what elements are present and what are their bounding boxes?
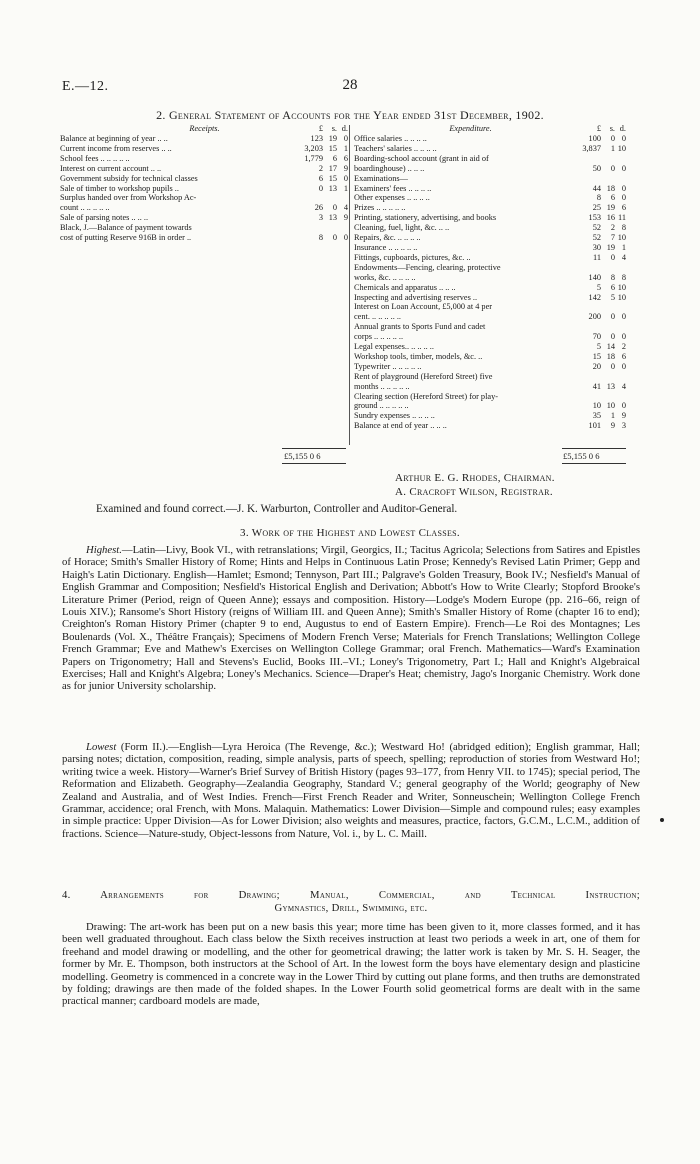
account-label: Inspecting and advertising reserves .. bbox=[354, 292, 478, 302]
account-row bbox=[354, 352, 626, 362]
currency-pound: £ bbox=[596, 124, 601, 133]
account-row bbox=[354, 223, 626, 233]
amount-pence: 2 bbox=[621, 342, 626, 352]
account-row bbox=[354, 342, 626, 352]
account-label: cost of putting Reserve 916B in order .. bbox=[60, 233, 192, 243]
amount-shillings: 13 bbox=[328, 183, 337, 193]
amount-shillings: 18 bbox=[606, 183, 615, 193]
amount-pounds: 3 bbox=[318, 213, 323, 223]
page-number: 28 bbox=[342, 77, 358, 93]
amount-pounds: 8 bbox=[318, 233, 323, 243]
highest-text: —Latin—Livy, Book VI., with retranslations; Virgil, Georgics, II.; Tacitus Agricola; Selections from Satires and Epistles of Horace; Smith's Smaller History of Rome; Hints and Helps in Continuous Latin Prose; Kennedy's Revised Latin Primer; Gepp and Haigh's Latin Dictionary. English—Hamlet; Esmond; Tennyson, Part III.; Palgrave's Golden Treasury, Book IV.; Nesfield's Manual of English Grammar and Composition; Nesfield's Historical English and Derivation; Abbott's How to Write Clearly; Stopford Brooke's Literature Primer (Period, reign of Queen Anne); essays and composition. History—Lodge's Modern Europe (pp. 216–66, reign of Louis XIV.); Ransome's Short History (reigns of William III. and Queen Anne); Smith's Smaller History of Rome (chapter 16 to end); Creighton's Roman History Primer (chapter 9 to end, Augustus to end of Eastern Empire). French—Le Roi des Montagnes; Les Boulenards (Vol. X., Théâtre Français); Specimens of Modern French Verse; Materials for French Translations; Wellington College French Grammar; Eve and Mathew's Exercises on Wellington College Grammar; oral French. Mathematics—Ward's Examination Papers on Trigonometry; Hall and Stevens's Euclid, Books III.–VI.; Loney's Trigonometry, Part I.; Hall and Knight's Algebraical Exercises; Hall and Knight's Algebra; Loney's Mechanics. Science—Draper's Heat; chemistry, Jago's Inorganic Chemistry. Work done as for junior University scholarship. bbox=[62, 544, 640, 693]
account-row bbox=[354, 293, 626, 303]
amount-pounds: 6 bbox=[318, 173, 323, 183]
amount-pence: 8 bbox=[621, 223, 626, 233]
amount-pence: 0 bbox=[621, 183, 626, 193]
account-label: Boarding-school account (grant in aid of bbox=[354, 153, 489, 163]
amount-pence: 0 bbox=[621, 134, 626, 143]
account-label: Examiners' fees .. .. .. .. bbox=[354, 183, 432, 193]
amount-shillings: 0 bbox=[332, 203, 337, 213]
amount-pounds: 25 bbox=[592, 203, 601, 213]
account-label: Government subsidy for technical classes bbox=[60, 173, 198, 183]
amount-pence: 6 bbox=[621, 351, 626, 361]
amount-pounds: 200 bbox=[588, 312, 601, 322]
account-row bbox=[354, 184, 626, 194]
amount-shillings: 7 bbox=[610, 233, 615, 243]
amount-pence: 4 bbox=[621, 252, 626, 262]
expenditure-rows bbox=[354, 134, 626, 431]
account-row bbox=[354, 273, 626, 283]
amount-pence: 6 bbox=[343, 153, 348, 163]
section3-title: 3. Work of the Highest and Lowest Classes. bbox=[240, 527, 460, 539]
account-row bbox=[60, 184, 348, 194]
amount-shillings: 16 bbox=[606, 213, 615, 223]
account-label: Legal expenses.. .. .. .. .. bbox=[354, 342, 434, 352]
amount-shillings: 6 bbox=[332, 153, 337, 163]
amount-shillings: 0 bbox=[610, 134, 615, 143]
amount-pounds: 1,779 bbox=[304, 153, 323, 163]
amount-pounds: 123 bbox=[310, 134, 323, 143]
account-row bbox=[354, 203, 626, 213]
receipts-total-rule bbox=[282, 448, 346, 449]
account-row bbox=[354, 283, 626, 293]
currency-pound: £ bbox=[318, 124, 323, 133]
amount-shillings: 15 bbox=[328, 143, 337, 153]
section4-title-line2: Gymnastics, Drill, Swimming, etc. bbox=[274, 901, 428, 914]
amount-pence: 10 bbox=[617, 233, 626, 243]
account-row bbox=[354, 322, 626, 332]
account-label: Other expenses .. .. .. .. bbox=[354, 193, 430, 203]
amount-pence: 0 bbox=[621, 312, 626, 322]
amount-pounds: 153 bbox=[588, 213, 601, 223]
amount-shillings: 14 bbox=[606, 342, 615, 352]
amount-pence: 10 bbox=[617, 282, 626, 292]
account-row bbox=[60, 144, 348, 154]
amount-shillings: 0 bbox=[610, 163, 615, 173]
account-label: Workshop tools, timber, models, &c. .. bbox=[354, 351, 483, 361]
amount-shillings: 17 bbox=[328, 163, 337, 173]
highest-lead: Highest. bbox=[86, 544, 122, 556]
amount-pounds: 70 bbox=[592, 332, 601, 342]
audit-statement: Examined and found correct.—J. K. Warburton, Controller and Auditor-General. bbox=[96, 503, 458, 515]
amount-pence: 0 bbox=[621, 163, 626, 173]
account-row bbox=[60, 154, 348, 164]
amount-shillings: 6 bbox=[610, 282, 615, 292]
section4-title bbox=[62, 889, 640, 914]
lowest-class-paragraph bbox=[62, 741, 640, 840]
account-row bbox=[60, 134, 348, 144]
account-label: Fittings, cupboards, pictures, &c. .. bbox=[354, 252, 471, 262]
receipts-rows bbox=[60, 134, 348, 243]
account-label: corps .. .. .. .. .. bbox=[354, 332, 404, 342]
amount-shillings: 10 bbox=[606, 401, 615, 411]
amount-shillings: 0 bbox=[610, 361, 615, 371]
amount-pence: 0 bbox=[621, 401, 626, 411]
account-row bbox=[60, 213, 348, 223]
currency-shilling: s. bbox=[609, 124, 615, 133]
amount-pounds: 5 bbox=[596, 282, 601, 292]
account-label: Balance at end of year .. .. .. bbox=[354, 421, 447, 431]
amount-shillings: 0 bbox=[610, 312, 615, 322]
account-row bbox=[60, 164, 348, 174]
account-label: School fees .. .. .. .. .. bbox=[60, 153, 130, 163]
amount-pounds: 5 bbox=[596, 342, 601, 352]
amount-pounds: 41 bbox=[592, 381, 601, 391]
amount-pounds: 10 bbox=[592, 401, 601, 411]
amount-pence: 0 bbox=[343, 173, 348, 183]
column-divider bbox=[349, 125, 350, 445]
amount-pounds: 140 bbox=[588, 272, 601, 282]
amount-pence: 4 bbox=[621, 381, 626, 391]
amount-pounds: 20 bbox=[592, 361, 601, 371]
account-row bbox=[354, 193, 626, 203]
amount-pence: 9 bbox=[343, 163, 348, 173]
amount-shillings: 9 bbox=[610, 421, 615, 431]
signature-chairman: Arthur E. G. Rhodes, Chairman. bbox=[395, 472, 555, 484]
account-row bbox=[354, 401, 626, 411]
account-row bbox=[354, 332, 626, 342]
account-label: Endowments—Fencing, clearing, protective bbox=[354, 262, 501, 272]
account-row bbox=[354, 302, 626, 312]
currency-shilling: s. bbox=[331, 124, 337, 133]
account-row bbox=[60, 233, 348, 243]
account-row bbox=[354, 243, 626, 253]
amount-pounds: 52 bbox=[592, 233, 601, 243]
receipts-heading: Receipts. bbox=[189, 124, 220, 133]
account-label: Insurance .. .. .. .. .. bbox=[354, 242, 418, 252]
account-label: Typewriter .. .. .. .. .. bbox=[354, 361, 422, 371]
amount-shillings: 19 bbox=[606, 203, 615, 213]
receipts-header bbox=[60, 124, 348, 134]
signature-registrar: A. Cracroft Wilson, Registrar. bbox=[395, 486, 553, 498]
amount-pounds: 0 bbox=[318, 183, 323, 193]
account-label: Examinations— bbox=[354, 173, 408, 183]
account-label: Office salaries .. .. .. .. bbox=[354, 134, 427, 143]
account-row bbox=[60, 223, 348, 233]
amount-pence: 11 bbox=[618, 213, 626, 223]
amount-pounds: 35 bbox=[592, 411, 601, 421]
amount-pounds: 44 bbox=[592, 183, 601, 193]
margin-mark bbox=[660, 818, 664, 822]
account-row bbox=[354, 164, 626, 174]
amount-pounds: 52 bbox=[592, 223, 601, 233]
account-label: Annual grants to Sports Fund and cadet bbox=[354, 322, 486, 332]
account-label: Prizes .. .. .. .. .. bbox=[354, 203, 406, 213]
statement-title: 2. General Statement of Accounts for the Year ended 31st December, 1902. bbox=[156, 108, 544, 122]
amount-pence: 9 bbox=[343, 213, 348, 223]
amount-pence: 3 bbox=[621, 421, 626, 431]
account-row bbox=[354, 213, 626, 223]
amount-pence: 1 bbox=[621, 242, 626, 252]
amount-pence: 10 bbox=[617, 143, 626, 153]
amount-pounds: 26 bbox=[314, 203, 323, 213]
account-label: Sale of parsing notes .. .. .. bbox=[60, 213, 149, 223]
amount-pounds: 15 bbox=[592, 351, 601, 361]
amount-pence: 8 bbox=[621, 272, 626, 282]
account-row bbox=[354, 421, 626, 431]
account-label: works, &c. .. .. .. .. bbox=[354, 272, 416, 282]
amount-pounds: 11 bbox=[593, 252, 601, 262]
amount-shillings: 8 bbox=[610, 272, 615, 282]
account-label: count .. .. .. .. .. bbox=[60, 203, 110, 213]
account-label: boardinghouse) .. .. .. bbox=[354, 163, 425, 173]
amount-pence: 10 bbox=[617, 292, 626, 302]
account-label: ground .. .. .. .. .. bbox=[354, 401, 409, 411]
account-label: Surplus handed over from Workshop Ac- bbox=[60, 193, 197, 203]
amount-shillings: 13 bbox=[328, 213, 337, 223]
amount-shillings: 0 bbox=[332, 233, 337, 243]
account-label: months .. .. .. .. .. bbox=[354, 381, 410, 391]
amount-pounds: 101 bbox=[588, 421, 601, 431]
lowest-text: (Form II.).—English—Lyra Heroica (The Revenge, &c.); Westward Ho! (abridged edition); English grammar, Hall; parsing notes; dictation, composition, reading, simple analysis, parts of speech, spelling; reproduction of stories from Westward Ho!; writing twice a week. History—Warner's Brief Survey of British History (pages 93–177, from Henry VII. to 1745); special period, The Reformation and Elizabeth. Geography—Zealandia Geography, Standard V.; general geography of the World; geography of New Zealand and Australia, and of West Indies. French—First French Reader and Writer, Sonneuschein; Wellington College French Grammar, accidence; oral French, with Mons. Malaquin. Mathematics: Lower Division—Simple and compound rules; easy examples in simple practice: Upper Division—As for Lower Division; also weights and measures, practice, factors, G.C.M., L.C.M., addition of fractions. Science—Nature-study, Object-lessons from Nature, Vol. i., by L. C. Maill. bbox=[62, 741, 640, 840]
account-row bbox=[354, 134, 626, 144]
expenditure-table bbox=[354, 124, 626, 431]
account-row bbox=[354, 392, 626, 402]
amount-pounds: 100 bbox=[588, 134, 601, 143]
amount-shillings: 0 bbox=[610, 252, 615, 262]
header-reference: E.—12. bbox=[62, 79, 109, 94]
account-row bbox=[354, 362, 626, 372]
account-label: Sundry expenses .. .. .. .. bbox=[354, 411, 435, 421]
account-label: Chemicals and apparatus .. .. .. bbox=[354, 282, 456, 292]
account-row bbox=[354, 411, 626, 421]
account-row bbox=[354, 154, 626, 164]
account-row bbox=[354, 253, 626, 263]
amount-shillings: 19 bbox=[328, 134, 337, 143]
drawing-paragraph: Drawing: The art-work has been put on a new basis this year; more time has been given to it, more classes formed, and it has been well graduated throughout. Each class below the Sixth receives instruction at least two periods a week in art, one of them for freehand and model drawing or modelling, and the other for geometrical drawing; the latter work is taken by Mr. S. H. Seager, the former by Mr. E. Thompson, both instructors at the School of Art. In the lowest form the boys have elementary design and plasticine modelling. Geometry is commenced in a concrete way in the Lower Third by cutting out plane forms, and then truths are demonstrated by folding; drawings are then made of the folded shapes. In the Lower Fourth solid geometrical forms are dealt with in the same practical manner; cardboard models are made, bbox=[62, 921, 640, 1008]
account-label: Black, J.—Balance of payment towards bbox=[60, 223, 192, 233]
amount-pence: 0 bbox=[621, 361, 626, 371]
amount-shillings: 6 bbox=[610, 193, 615, 203]
amount-pence: 0 bbox=[621, 193, 626, 203]
amount-pence: 1 bbox=[343, 183, 348, 193]
amount-pounds: 3,203 bbox=[304, 143, 323, 153]
amount-pence: 0 bbox=[343, 134, 348, 143]
amount-pounds: 2 bbox=[318, 163, 323, 173]
account-label: Interest on Loan Account, £5,000 at 4 per bbox=[354, 302, 493, 312]
account-label: Cleaning, fuel, light, &c. .. .. bbox=[354, 223, 450, 233]
account-label: Sale of timber to workshop pupils .. bbox=[60, 183, 179, 193]
currency-pence: d. bbox=[341, 124, 348, 133]
account-row bbox=[354, 144, 626, 154]
amount-pence: 9 bbox=[621, 411, 626, 421]
amount-pence: 0 bbox=[343, 233, 348, 243]
account-row bbox=[354, 312, 626, 322]
account-label: Interest on current account .. .. bbox=[60, 163, 162, 173]
receipts-total: £5,155 0 6 bbox=[284, 451, 321, 461]
account-label: Clearing section (Hereford Street) for play- bbox=[354, 391, 498, 401]
expenditure-total-rule-bottom bbox=[562, 463, 626, 464]
section4-title-line1: 4. Arrangements for Drawing; Manual, Commercial, and Technical Instruction; bbox=[62, 889, 640, 901]
amount-pence: 0 bbox=[621, 332, 626, 342]
account-row bbox=[354, 372, 626, 382]
amount-pounds: 142 bbox=[588, 292, 601, 302]
amount-pence: 1 bbox=[343, 143, 348, 153]
expenditure-heading: Expenditure. bbox=[449, 124, 492, 133]
amount-shillings: 1 bbox=[610, 411, 615, 421]
amount-pounds: 8 bbox=[596, 193, 601, 203]
account-row bbox=[60, 203, 348, 213]
account-label: Printing, stationery, advertising, and books bbox=[354, 213, 497, 223]
expenditure-total-rule bbox=[562, 448, 626, 449]
amount-shillings: 5 bbox=[610, 292, 615, 302]
account-label: Current income from reserves .. .. bbox=[60, 143, 172, 153]
amount-pounds: 3,837 bbox=[582, 143, 601, 153]
account-label: Rent of playground (Hereford Street) five bbox=[354, 371, 493, 381]
account-row bbox=[354, 263, 626, 273]
account-label: Teachers' salaries .. .. .. .. bbox=[354, 143, 437, 153]
amount-pounds: 30 bbox=[592, 242, 601, 252]
receipts-table bbox=[60, 124, 348, 243]
highest-class-paragraph bbox=[62, 544, 640, 693]
account-row bbox=[60, 193, 348, 203]
receipts-total-rule-bottom bbox=[282, 463, 346, 464]
currency-pence: d. bbox=[619, 124, 626, 133]
lowest-lead: Lowest bbox=[86, 741, 117, 753]
amount-pence: 6 bbox=[621, 203, 626, 213]
amount-shillings: 0 bbox=[610, 332, 615, 342]
amount-pounds: 50 bbox=[592, 163, 601, 173]
amount-shillings: 2 bbox=[610, 223, 615, 233]
amount-shillings: 13 bbox=[606, 381, 615, 391]
account-row bbox=[354, 233, 626, 243]
account-row bbox=[354, 174, 626, 184]
amount-shillings: 1 bbox=[610, 143, 615, 153]
amount-shillings: 15 bbox=[328, 173, 337, 183]
account-row bbox=[354, 382, 626, 392]
account-label: Balance at beginning of year .. .. bbox=[60, 134, 168, 143]
account-label: cent. .. .. .. .. .. bbox=[354, 312, 402, 322]
amount-pence: 4 bbox=[343, 203, 348, 213]
account-row bbox=[60, 174, 348, 184]
amount-shillings: 19 bbox=[606, 242, 615, 252]
amount-shillings: 18 bbox=[606, 351, 615, 361]
account-label: Repairs, &c. .. .. .. .. bbox=[354, 233, 421, 243]
expenditure-header bbox=[354, 124, 626, 134]
expenditure-total: £5,155 0 6 bbox=[563, 451, 600, 461]
